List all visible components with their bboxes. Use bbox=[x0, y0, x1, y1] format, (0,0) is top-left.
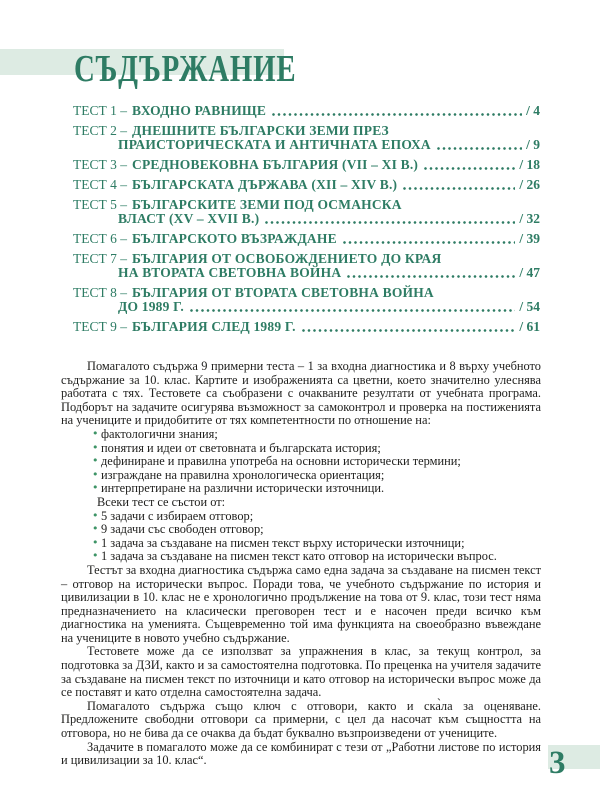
toc-entry-test-4 bbox=[73, 178, 540, 192]
bullet-text: 9 задачи със свободен отговор; bbox=[101, 522, 264, 537]
dot-leader bbox=[190, 309, 515, 312]
dot-leader bbox=[437, 147, 522, 150]
paragraph-entry-test: Тестът за входна диагностика съдържа само една задача за създаване на писмен текст – отговор на исторически въпрос. Поради това, че учебното съдържание по история и цивилизации в 10. клас не е хронологично продължение на това от 9. клас, този тест няма предназначението на класически преговорен тест и е насочен преди всичко към диагностика на уменията. Същевременно той има функцията на своеобразно въвеждане на учениците в новото учебно съдържание. bbox=[61, 562, 541, 645]
bullet-text: 1 задача за създаване на писмен текст като отговор на исторически въпрос. bbox=[101, 549, 497, 564]
dot-leader bbox=[403, 187, 515, 190]
dot-leader bbox=[424, 167, 515, 170]
bullet-item bbox=[61, 442, 541, 456]
toc-title-line: ВЛАСТ (XV – XVII В.) bbox=[118, 211, 260, 226]
toc-test-number: ТЕСТ 8 – bbox=[73, 285, 127, 300]
toc-test-number: ТЕСТ 5 – bbox=[73, 197, 127, 212]
bullet-icon: • bbox=[92, 522, 99, 536]
toc-entry-test-2 bbox=[73, 124, 540, 152]
bullet-item bbox=[61, 550, 541, 564]
bullet-item bbox=[61, 523, 541, 537]
paragraph-answer-key: Помагалото съдържа също ключ с отговори, както и ска̀ла за оценяване. Предложените свободни отговори са примерни, с цел да насочат към същността на отговора, но не бива да се очаква да бъдат буквално възпроизведени от учениците. bbox=[61, 698, 541, 741]
bullet-item bbox=[61, 510, 541, 524]
bullet-icon: • bbox=[92, 549, 99, 563]
bullet-list-test-structure bbox=[61, 510, 541, 564]
bullet-text: 1 задача за създаване на писмен текст върху исторически източници; bbox=[101, 535, 465, 550]
toc-test-number: ТЕСТ 1 – bbox=[73, 103, 127, 118]
bullet-text: изграждане на правилна хронологическа ориентация; bbox=[101, 467, 385, 482]
dot-leader bbox=[347, 275, 515, 278]
dot-leader bbox=[272, 113, 522, 116]
toc-page-number: / 54 bbox=[519, 299, 540, 314]
table-of-contents bbox=[73, 104, 540, 340]
bullet-text: дефиниране и правилна употреба на основни исторически термини; bbox=[101, 454, 461, 469]
bullet-text: понятия и идеи от световната и българската история; bbox=[101, 440, 381, 455]
toc-test-number: ТЕСТ 3 – bbox=[73, 157, 127, 172]
toc-title-line: ПРАИСТОРИЧЕСКАТА И АНТИЧНАТА ЕПОХА bbox=[118, 137, 431, 152]
bullet-text: 5 задачи с избираем отговор; bbox=[101, 508, 254, 523]
dot-leader bbox=[343, 241, 516, 244]
toc-entry-test-6 bbox=[73, 232, 540, 246]
toc-title-line: ДО 1989 Г. bbox=[118, 299, 184, 314]
toc-page-number: / 47 bbox=[519, 265, 540, 280]
toc-entry-test-7 bbox=[73, 252, 540, 280]
toc-test-number: ТЕСТ 9 – bbox=[73, 319, 127, 334]
toc-page-number: / 32 bbox=[519, 211, 540, 226]
dot-leader bbox=[302, 329, 516, 332]
toc-title-line: НА ВТОРАТА СВЕТОВНА ВОЙНА bbox=[118, 265, 342, 280]
toc-entry-test-5 bbox=[73, 198, 540, 226]
toc-entry-test-8 bbox=[73, 286, 540, 314]
toc-entry-test-1 bbox=[73, 104, 540, 118]
bullet-icon: • bbox=[92, 426, 99, 440]
bullet-icon: • bbox=[92, 440, 99, 454]
toc-page-number: / 4 bbox=[526, 103, 540, 118]
bullet-icon: • bbox=[92, 454, 99, 468]
toc-title-line: БЪЛГАРИЯ ОТ ВТОРАТА СВЕТОВНА ВОЙНА bbox=[132, 285, 434, 300]
bullet-item bbox=[61, 537, 541, 551]
bullet-icon: • bbox=[92, 467, 99, 481]
toc-test-number: ТЕСТ 6 – bbox=[73, 231, 127, 246]
paragraph-test-structure: Всеки тест се състои от: bbox=[97, 494, 226, 509]
toc-title-line: ДНЕШНИТЕ БЪЛГАРСКИ ЗЕМИ ПРЕЗ bbox=[132, 123, 389, 138]
toc-test-number: ТЕСТ 4 – bbox=[73, 177, 127, 192]
toc-title-line: БЪЛГАРИЯ СЛЕД 1989 Г. bbox=[132, 319, 296, 334]
paragraph-worksheets: Задачите в помагалото може да се комбинират с тези от „Работни листове по история и цивилизации за 10. клас“. bbox=[61, 739, 541, 768]
page-number: 3 bbox=[549, 745, 566, 781]
bullet-list-competencies bbox=[61, 428, 541, 496]
toc-title-line: БЪЛГАРСКАТА ДЪРЖАВА (XII – XIV В.) bbox=[132, 177, 398, 192]
bullet-text: интерпретиране на различни исторически източници. bbox=[101, 481, 385, 496]
paragraph-overview: Помагалото съдържа 9 примерни теста – 1 за входна диагностика и 8 върху учебното съдържание за 10. клас. Картите и изображенията са цветни, което значително улеснява работата с тях. Тестовете са съобразени с очакваните резултати от учебната програма. Подборът на задачите осигурява възможност за самоконтрол и проверка на постиженията на учениците и придобитите от тях компетентности по отношение на: bbox=[61, 359, 541, 428]
bullet-icon: • bbox=[92, 508, 99, 522]
toc-page-number: / 18 bbox=[519, 157, 540, 172]
toc-page-number: / 39 bbox=[519, 231, 540, 246]
toc-page-number: / 61 bbox=[519, 319, 540, 334]
dot-leader bbox=[265, 221, 515, 224]
toc-page-number: / 26 bbox=[519, 177, 540, 192]
toc-test-number: ТЕСТ 7 – bbox=[73, 251, 127, 266]
toc-title-line: БЪЛГАРИЯ ОТ ОСВОБОЖДЕНИЕТО ДО КРАЯ bbox=[132, 251, 442, 266]
bullet-icon: • bbox=[92, 481, 99, 495]
bullet-text: фактологични знания; bbox=[101, 426, 218, 441]
bullet-icon: • bbox=[92, 535, 99, 549]
toc-entry-test-3 bbox=[73, 158, 540, 172]
toc-entry-test-9 bbox=[73, 320, 540, 334]
paragraph-usage: Тестовете може да се използват за упражнения в клас, за текущ контрол, за подготовка за ДЗИ, както и за самостоятелна подготовка. По преценка на учителя задачите за създаване на писмен текст по източници и като отговор на исторически въпрос може да се поставят и като отделна самостоятелна задача. bbox=[61, 644, 541, 700]
toc-test-number: ТЕСТ 2 – bbox=[73, 123, 127, 138]
bullet-item bbox=[61, 428, 541, 442]
bullet-item bbox=[61, 469, 541, 483]
toc-title-line: ВХОДНО РАВНИЩЕ bbox=[132, 103, 267, 118]
introduction-text bbox=[61, 360, 541, 768]
toc-title-line: БЪЛГАРСКИТЕ ЗЕМИ ПОД ОСМАНСКА bbox=[132, 197, 402, 212]
toc-page-number: / 9 bbox=[526, 137, 540, 152]
toc-title-line: БЪЛГАРСКОТО ВЪЗРАЖДАНЕ bbox=[132, 231, 337, 246]
bullet-item bbox=[61, 455, 541, 469]
page-title: СЪДЪРЖАНИЕ bbox=[74, 48, 297, 90]
toc-title-line: СРЕДНОВЕКОВНА БЪЛГАРИЯ (VII – XI В.) bbox=[132, 157, 419, 172]
bullet-item bbox=[61, 482, 541, 496]
